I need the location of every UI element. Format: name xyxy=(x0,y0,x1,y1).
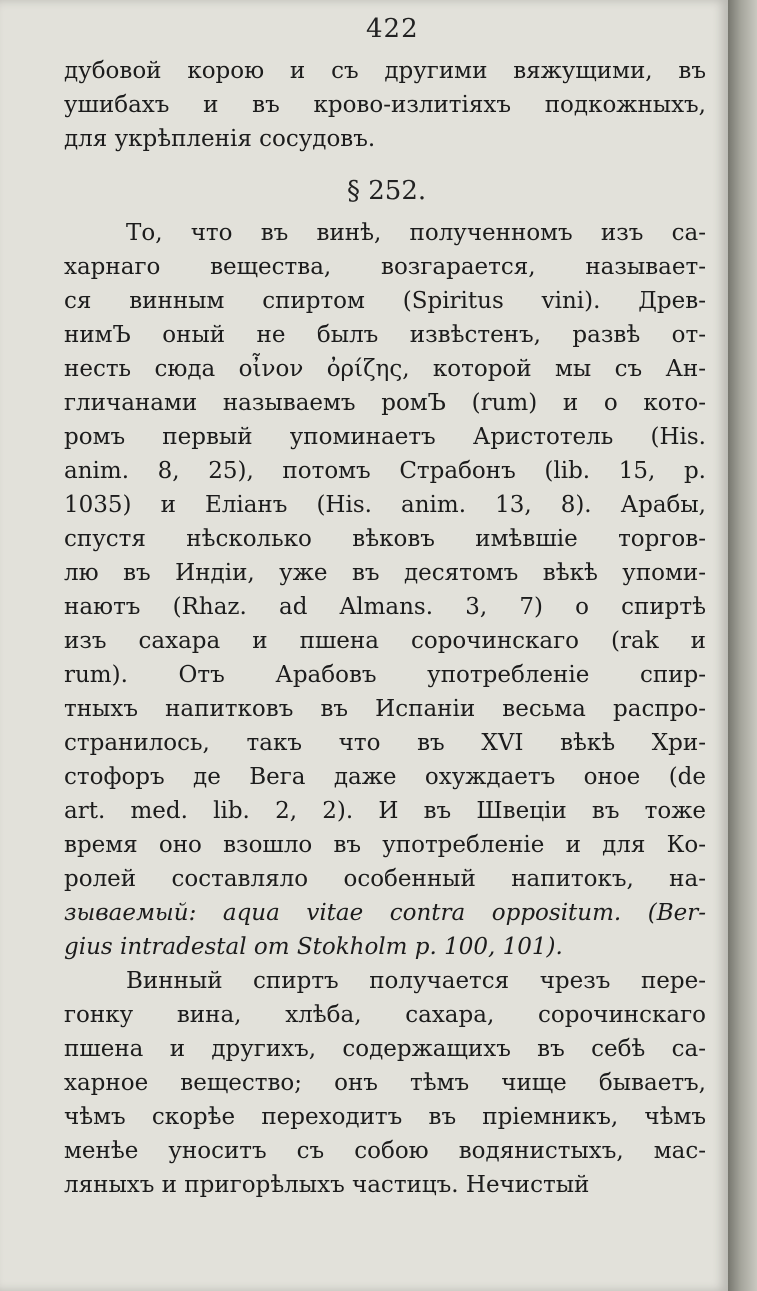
book-spine-edge xyxy=(728,0,757,1291)
text-line: зываемый: aqua vitae contra oppositum. (Ber- xyxy=(64,900,706,926)
text-line: время оно взошло въ употребленіе и для Ко- xyxy=(64,832,706,858)
text-line: ромъ первый упоминаетъ Аристотель (His. xyxy=(64,424,706,450)
text-line: несть сюда οἶνον ὀρίζης, которой мы съ Ан- xyxy=(64,356,706,382)
section-heading: § 252. xyxy=(347,176,427,206)
text-line: гличанами называемъ ромЪ (rum) и о кото- xyxy=(64,390,706,416)
text-line: нимЪ оный не былъ извѣстенъ, развѣ от- xyxy=(64,322,706,348)
text-line: ся винным спиртом (Spiritus vini). Древ- xyxy=(64,288,706,314)
text-line: лю въ Индіи, уже въ десятомъ вѣкѣ упоми- xyxy=(64,560,706,586)
text-line: спустя нѣсколько вѣковъ имѣвшіе торгов- xyxy=(64,526,706,552)
text-line: 1035) и Еліанъ (His. anim. 13, 8). Арабы, xyxy=(64,492,706,518)
text-line: ролей составляло особенный напитокъ, на- xyxy=(64,866,706,892)
text-line: ушибахъ и въ крово-излитіяхъ подкожныхъ, xyxy=(64,92,706,118)
text-line: стофоръ де Вега даже охуждаетъ оное (de xyxy=(64,764,706,790)
text-line: art. med. lib. 2, 2). И въ Швеціи въ тоже xyxy=(64,798,706,824)
text-line: чѣмъ скорѣе переходитъ въ пріемникъ, чѣмъ xyxy=(64,1104,706,1130)
text-line: наютъ (Rhaz. ad Almans. 3, 7) о спиртѣ xyxy=(64,594,706,620)
text-line: харное вещество; онъ тѣмъ чище бываетъ, xyxy=(64,1070,706,1096)
text-line: пшена и другихъ, содержащихъ въ себѣ са- xyxy=(64,1036,706,1062)
text-line: странилось, такъ что въ XVI вѣкѣ Хри- xyxy=(64,730,706,756)
text-line: гонку вина, хлѣба, сахара, сорочинскаго xyxy=(64,1002,706,1028)
text-line: для укрѣпленія сосудовъ. xyxy=(64,126,376,152)
text-line: ляныхъ и пригорѣлыхъ частицъ. Нечистый xyxy=(64,1172,590,1198)
text-line: тныхъ напитковъ въ Испаніи весьма распро- xyxy=(64,696,706,722)
text-line: изъ сахара и пшена сорочинскаго (rak и xyxy=(64,628,706,654)
text-line: менѣе уноситъ съ собою водянистыхъ, мас- xyxy=(64,1138,706,1164)
text-line: gius intradestal om Stokholm p. 100, 101). xyxy=(64,934,563,960)
page-number: 422 xyxy=(366,14,419,44)
text-line: Винный спиртъ получается чрезъ пере- xyxy=(126,968,706,994)
text-line: То, что въ винѣ, полученномъ изъ са- xyxy=(126,220,706,246)
text-line: харнаго вещества, возгарается, называет- xyxy=(64,254,706,280)
text-line: дубовой корою и съ другими вяжущими, въ xyxy=(64,58,706,84)
text-line: anim. 8, 25), потомъ Страбонъ (lib. 15, p. xyxy=(64,458,706,484)
text-line: rum). Отъ Арабовъ употребленіе спир- xyxy=(64,662,706,688)
